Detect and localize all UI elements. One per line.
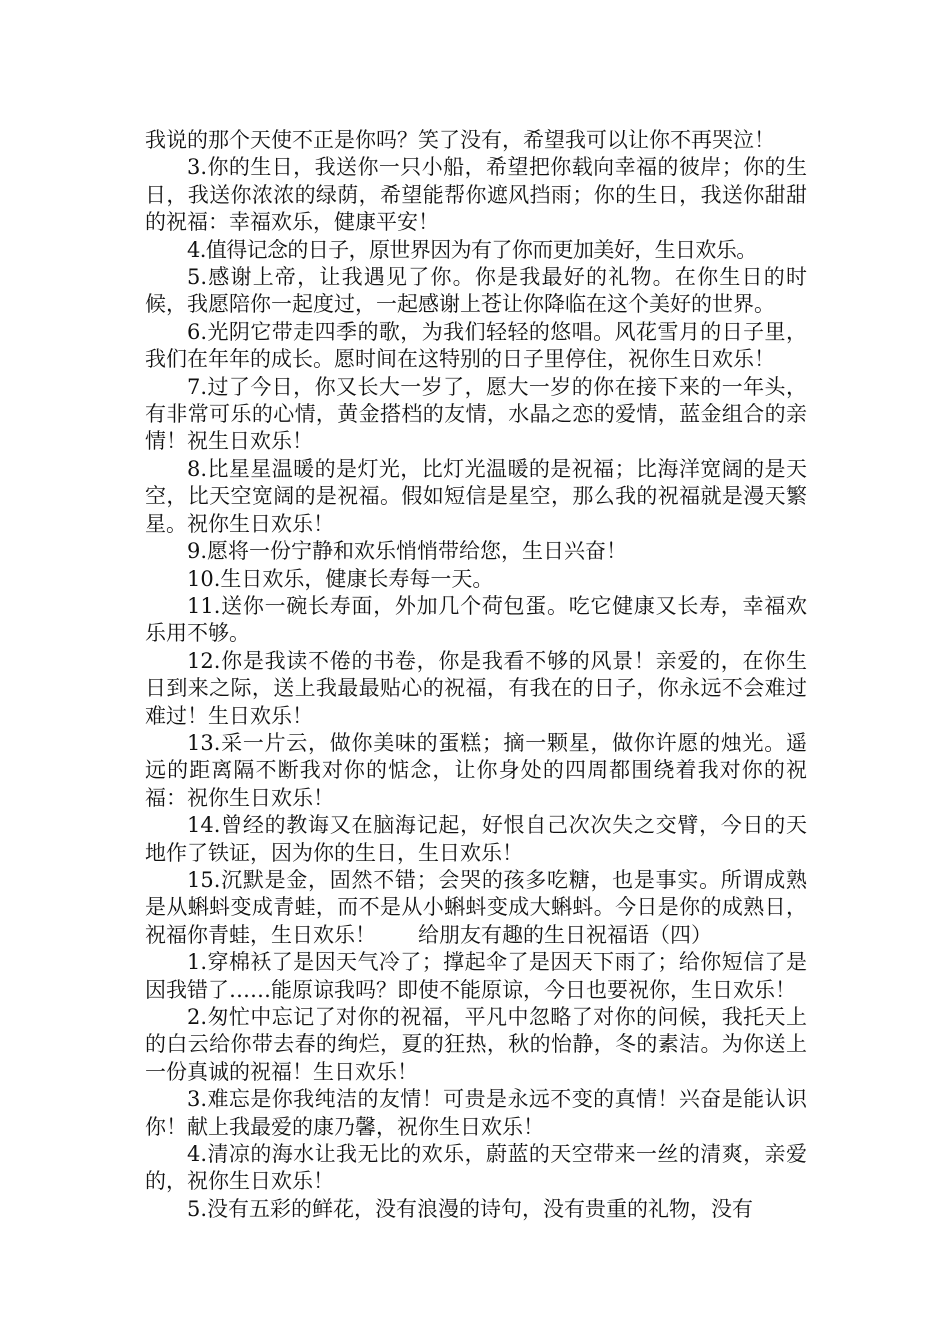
- paragraph-13: 13.采一片云，做你美味的蛋糕；摘一颗星，做你许愿的烛光。遥远的距离隔不断我对你的惦念，让你身处的四周都围绕着我对你的祝福：祝你生日欢乐！: [145, 730, 807, 810]
- paragraph-14: 14.曾经的教诲又在脑海记起，好恨自己次次失之交臂，今日的天地作了铁证，因为你的生日，生日欢乐！: [145, 813, 807, 865]
- section4-paragraph-5: 5.没有五彩的鲜花，没有浪漫的诗句，没有贵重的礼物，没有: [187, 1196, 754, 1221]
- paragraph-continued: 我说的那个天使不正是你吗？笑了没有，希望我可以让你不再哭泣！: [145, 128, 775, 152]
- paragraph-6: 6.光阴它带走四季的歌，为我们轻轻的悠唱。风花雪月的日子里，我们在年年的成长。愿时间在这特别的日子里停住，祝你生日欢乐！: [145, 319, 807, 372]
- paragraph-7: 7.过了今日，你又长大一岁了，愿大一岁的你在接下来的一年头，有非常可乐的心情，黄金搭档的友情，水晶之恋的爱情，蓝金组合的亲情！祝生日欢乐！: [145, 374, 807, 454]
- paragraph-8: 8.比星星温暖的是灯光，比灯光温暖的是祝福；比海洋宽阔的是天空，比天空宽阔的是祝福。假如短信是星空，那么我的祝福就是漫天繁星。祝你生日欢乐！: [145, 456, 807, 536]
- section4-paragraph-2: 2.匆忙中忘记了对你的祝福，平凡中忽略了对你的问候，我托天上的白云给你带去春的绚烂，夏的狂热，秋的怡静，冬的素洁。为你送上一份真诚的祝福！生日欢乐！: [145, 1005, 807, 1084]
- paragraph-9: 9.愿将一份宁静和欢乐悄悄带给您，生日兴奋！: [187, 539, 628, 564]
- paragraph-15-with-section-heading: 15.沉默是金，固然不错；会哭的孩多吃糖，也是事实。所谓成熟是从蝌蚪变成青蛙，而不是从小蝌蚪变成大蝌蚪。今日是你的成熟日，祝福你青蛙，生日欢乐！ 给朋友有趣的生日祝福语（四）: [145, 867, 807, 947]
- section4-paragraph-4: 4.清凉的海水让我无比的欢乐，蔚蓝的天空带来一丝的清爽，亲爱的，祝你生日欢乐！: [145, 1142, 807, 1194]
- paragraph-10: 10.生日欢乐，健康长寿每一天。: [187, 566, 494, 591]
- paragraph-11: 11.送你一碗长寿面，外加几个荷包蛋。吃它健康又长寿，幸福欢乐用不够。: [145, 593, 807, 646]
- document-body: [145, 127, 807, 1223]
- paragraph-5: 5.感谢上帝，让我遇见了你。你是我最好的礼物。在你生日的时候，我愿陪你一起度过，一起感谢上苍让你降临在这个美好的世界。: [145, 265, 807, 317]
- paragraph-4: 4.值得记念的日子，原世界因为有了你而更加美好，生日欢乐。: [187, 237, 757, 262]
- paragraph-12: 12.你是我读不倦的书卷，你是我看不够的风景！亲爱的，在你生日到来之际，送上我最最贴心的祝福，有我在的日子，你永远不会难过难过！生日欢乐！: [145, 648, 807, 728]
- paragraph-3: 3.你的生日，我送你一只小船，希望把你载向幸福的彼岸；你的生日，我送你浓浓的绿荫，希望能帮你遮风挡雨；你的生日，我送你甜甜的祝福：幸福欢乐，健康平安！: [145, 155, 807, 235]
- section4-paragraph-1: 1.穿棉袄了是因天气冷了；撑起伞了是因天下雨了；给你短信了是因我错了……能原谅我吗？即使不能原谅，今日也要祝你，生日欢乐！: [145, 950, 807, 1002]
- section4-paragraph-3: 3.难忘是你我纯洁的友情！可贵是永远不变的真情！兴奋是能认识你！献上我最爱的康乃馨，祝你生日欢乐！: [145, 1087, 807, 1139]
